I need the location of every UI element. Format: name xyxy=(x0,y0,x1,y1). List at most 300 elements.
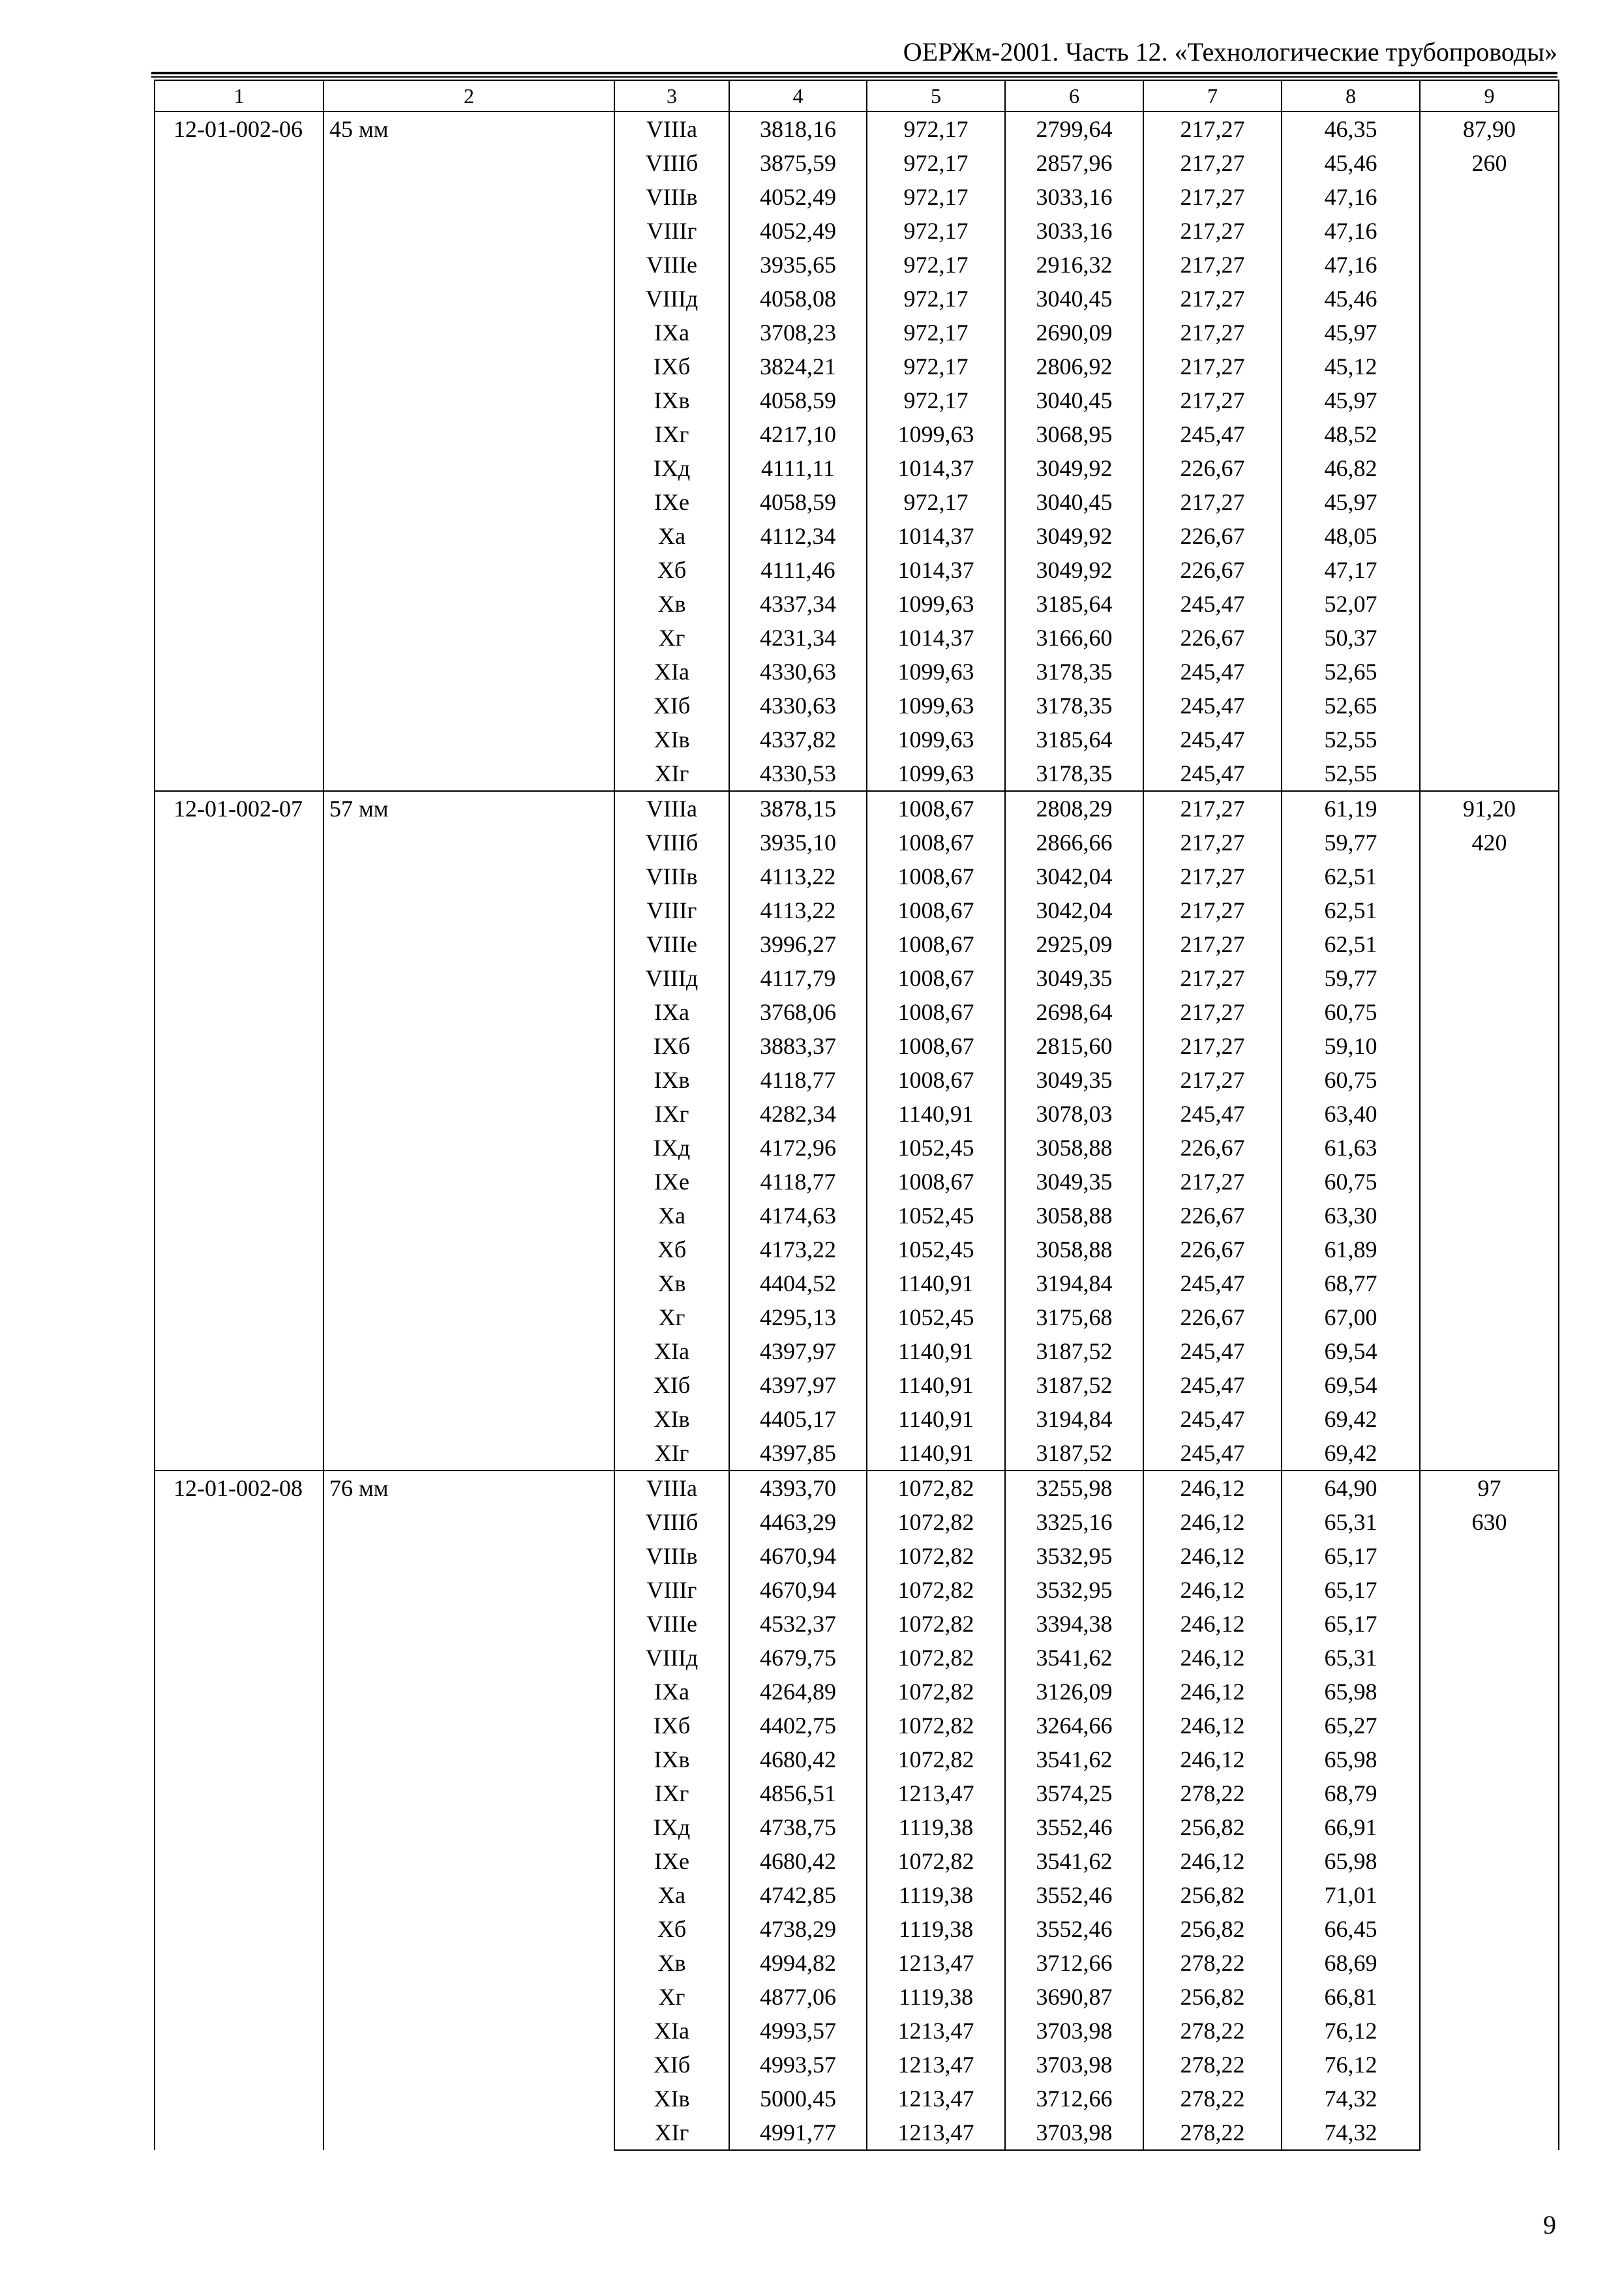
value-cell: 3058,88 xyxy=(1005,1131,1143,1165)
value-cell: 4738,29 xyxy=(729,1912,867,1946)
value-cell: 62,51 xyxy=(1282,893,1420,927)
value-cell: 4330,63 xyxy=(729,655,867,689)
region-cell: Xб xyxy=(614,553,729,587)
value-cell: 1099,63 xyxy=(867,587,1005,621)
value-cell: 65,27 xyxy=(1282,1709,1420,1743)
value-cell: 1140,91 xyxy=(867,1097,1005,1131)
region-cell: VIIIд xyxy=(614,1641,729,1675)
value-cell: 46,35 xyxy=(1282,112,1420,146)
region-cell: XIв xyxy=(614,723,729,756)
value-cell: 4993,57 xyxy=(729,2014,867,2048)
value-cell: 4217,10 xyxy=(729,417,867,451)
rates-table-body xyxy=(155,80,1559,2150)
value-cell: 217,27 xyxy=(1143,1063,1282,1097)
value-cell: 2925,09 xyxy=(1005,927,1143,961)
value-cell: 217,27 xyxy=(1143,961,1282,995)
value-cell: 245,47 xyxy=(1143,1402,1282,1436)
value-cell: 3264,66 xyxy=(1005,1709,1143,1743)
value-cell: 69,54 xyxy=(1282,1368,1420,1402)
page-number: 9 xyxy=(1543,2210,1556,2239)
value-cell: 2806,92 xyxy=(1005,350,1143,383)
column-number-cell: 7 xyxy=(1143,80,1282,112)
value-cell: 60,75 xyxy=(1282,1063,1420,1097)
value-cell: 226,67 xyxy=(1143,621,1282,655)
value-cell: 3166,60 xyxy=(1005,621,1143,655)
column-number-cell: 8 xyxy=(1282,80,1420,112)
region-cell: VIIIе xyxy=(614,927,729,961)
value-cell: 66,81 xyxy=(1282,1980,1420,2014)
value-cell: 68,77 xyxy=(1282,1266,1420,1300)
value-cell: 217,27 xyxy=(1143,350,1282,383)
mass-cell: 260 xyxy=(1420,146,1559,180)
value-cell: 68,69 xyxy=(1282,1946,1420,1980)
value-cell: 972,17 xyxy=(867,146,1005,180)
value-cell: 1099,63 xyxy=(867,655,1005,689)
value-cell: 3541,62 xyxy=(1005,1641,1143,1675)
value-cell: 3883,37 xyxy=(729,1029,867,1063)
value-cell: 1052,45 xyxy=(867,1233,1005,1266)
value-cell: 65,17 xyxy=(1282,1573,1420,1607)
value-cell: 3078,03 xyxy=(1005,1097,1143,1131)
value-cell: 59,77 xyxy=(1282,826,1420,860)
region-cell: XIг xyxy=(614,756,729,791)
value-cell: 3126,09 xyxy=(1005,1675,1143,1709)
value-cell: 256,82 xyxy=(1143,1810,1282,1844)
region-cell: IXг xyxy=(614,417,729,451)
value-cell: 52,55 xyxy=(1282,756,1420,791)
value-cell: 4404,52 xyxy=(729,1266,867,1300)
value-cell: 66,91 xyxy=(1282,1810,1420,1844)
value-cell: 3187,52 xyxy=(1005,1368,1143,1402)
value-cell: 972,17 xyxy=(867,383,1005,417)
value-cell: 245,47 xyxy=(1143,1368,1282,1402)
value-cell: 3552,46 xyxy=(1005,1810,1143,1844)
value-cell: 3541,62 xyxy=(1005,1844,1143,1878)
value-cell: 1014,37 xyxy=(867,553,1005,587)
value-cell: 2690,09 xyxy=(1005,316,1143,350)
value-cell: 4397,97 xyxy=(729,1368,867,1402)
region-cell: Xб xyxy=(614,1912,729,1946)
value-cell: 3878,15 xyxy=(729,791,867,826)
value-cell: 60,75 xyxy=(1282,995,1420,1029)
region-cell: Xа xyxy=(614,1199,729,1233)
table-row xyxy=(155,112,1559,146)
region-cell: VIIIб xyxy=(614,826,729,860)
value-cell: 1072,82 xyxy=(867,1641,1005,1675)
value-cell: 2916,32 xyxy=(1005,248,1143,282)
value-cell: 1072,82 xyxy=(867,1709,1005,1743)
value-cell: 64,90 xyxy=(1282,1471,1420,1505)
value-cell: 3049,35 xyxy=(1005,1165,1143,1199)
value-cell: 5000,45 xyxy=(729,2082,867,2116)
region-cell: Xг xyxy=(614,621,729,655)
value-cell: 4052,49 xyxy=(729,180,867,214)
region-cell: VIIIг xyxy=(614,1573,729,1607)
value-cell: 3049,35 xyxy=(1005,961,1143,995)
value-cell: 245,47 xyxy=(1143,655,1282,689)
value-cell: 245,47 xyxy=(1143,756,1282,791)
value-cell: 1072,82 xyxy=(867,1539,1005,1573)
value-cell: 4670,94 xyxy=(729,1573,867,1607)
value-cell: 217,27 xyxy=(1143,180,1282,214)
value-cell: 1072,82 xyxy=(867,1471,1005,1505)
value-cell: 1008,67 xyxy=(867,995,1005,1029)
value-cell: 3541,62 xyxy=(1005,1743,1143,1776)
value-cell: 245,47 xyxy=(1143,587,1282,621)
value-cell: 4173,22 xyxy=(729,1233,867,1266)
column-number-cell: 3 xyxy=(614,80,729,112)
value-cell: 65,98 xyxy=(1282,1743,1420,1776)
value-cell: 226,67 xyxy=(1143,1233,1282,1266)
table-row xyxy=(155,791,1559,826)
value-cell: 256,82 xyxy=(1143,1912,1282,1946)
value-cell: 3068,95 xyxy=(1005,417,1143,451)
value-cell: 1072,82 xyxy=(867,1675,1005,1709)
value-cell: 3712,66 xyxy=(1005,2082,1143,2116)
value-cell: 217,27 xyxy=(1143,146,1282,180)
region-cell: IXе xyxy=(614,1844,729,1878)
value-cell: 52,65 xyxy=(1282,655,1420,689)
value-cell: 4337,82 xyxy=(729,723,867,756)
value-cell: 246,12 xyxy=(1143,1607,1282,1641)
value-cell: 3175,68 xyxy=(1005,1300,1143,1334)
value-cell: 74,32 xyxy=(1282,2082,1420,2116)
mass-cell: 630 xyxy=(1420,1505,1559,1539)
value-cell: 246,12 xyxy=(1143,1709,1282,1743)
value-cell: 4679,75 xyxy=(729,1641,867,1675)
region-cell: IXб xyxy=(614,1029,729,1063)
value-cell: 4991,77 xyxy=(729,2116,867,2150)
value-cell: 3818,16 xyxy=(729,112,867,146)
value-cell: 4877,06 xyxy=(729,1980,867,2014)
value-cell: 226,67 xyxy=(1143,451,1282,485)
value-cell: 48,05 xyxy=(1282,519,1420,553)
region-cell: VIIIа xyxy=(614,112,729,146)
value-cell: 1008,67 xyxy=(867,860,1005,893)
region-cell: VIIIд xyxy=(614,961,729,995)
value-cell: 1140,91 xyxy=(867,1368,1005,1402)
value-cell: 3703,98 xyxy=(1005,2014,1143,2048)
value-cell: 1119,38 xyxy=(867,1810,1005,1844)
value-cell: 3187,52 xyxy=(1005,1334,1143,1368)
diameter-cell: 57 мм xyxy=(323,791,614,1471)
value-cell: 4742,85 xyxy=(729,1878,867,1912)
value-cell: 217,27 xyxy=(1143,1165,1282,1199)
value-cell: 1213,47 xyxy=(867,2014,1005,2048)
value-cell: 972,17 xyxy=(867,112,1005,146)
value-cell: 3703,98 xyxy=(1005,2048,1143,2082)
value-cell: 226,67 xyxy=(1143,1131,1282,1165)
region-cell: IXа xyxy=(614,316,729,350)
value-cell: 61,63 xyxy=(1282,1131,1420,1165)
region-cell: XIб xyxy=(614,2048,729,2082)
value-cell: 3394,38 xyxy=(1005,1607,1143,1641)
value-cell: 217,27 xyxy=(1143,995,1282,1029)
value-cell: 226,67 xyxy=(1143,553,1282,587)
value-cell: 3194,84 xyxy=(1005,1402,1143,1436)
value-cell: 2815,60 xyxy=(1005,1029,1143,1063)
region-cell: IXв xyxy=(614,1743,729,1776)
region-cell: VIIIе xyxy=(614,248,729,282)
mass-cell: 420 xyxy=(1420,826,1559,860)
value-cell: 217,27 xyxy=(1143,826,1282,860)
value-cell: 1099,63 xyxy=(867,689,1005,723)
value-cell: 2808,29 xyxy=(1005,791,1143,826)
value-cell: 4118,77 xyxy=(729,1165,867,1199)
value-cell: 69,42 xyxy=(1282,1402,1420,1436)
region-cell: IXв xyxy=(614,383,729,417)
value-cell: 256,82 xyxy=(1143,1980,1282,2014)
value-cell: 4532,37 xyxy=(729,1607,867,1641)
value-cell: 3040,45 xyxy=(1005,485,1143,519)
value-cell: 217,27 xyxy=(1143,248,1282,282)
empty-cell xyxy=(1420,860,1559,1471)
value-cell: 972,17 xyxy=(867,214,1005,248)
value-cell: 52,55 xyxy=(1282,723,1420,756)
value-cell: 3049,35 xyxy=(1005,1063,1143,1097)
value-cell: 226,67 xyxy=(1143,1199,1282,1233)
value-cell: 4405,17 xyxy=(729,1402,867,1436)
value-cell: 76,12 xyxy=(1282,2048,1420,2082)
region-cell: Xг xyxy=(614,1300,729,1334)
value-cell: 4174,63 xyxy=(729,1199,867,1233)
value-cell: 63,40 xyxy=(1282,1097,1420,1131)
value-cell: 1099,63 xyxy=(867,756,1005,791)
value-cell: 217,27 xyxy=(1143,791,1282,826)
value-cell: 217,27 xyxy=(1143,282,1282,316)
value-cell: 4058,59 xyxy=(729,485,867,519)
region-cell: IXд xyxy=(614,1131,729,1165)
value-cell: 66,45 xyxy=(1282,1912,1420,1946)
rate-code-cell: 12-01-002-07 xyxy=(155,791,323,1471)
value-cell: 4330,53 xyxy=(729,756,867,791)
value-cell: 47,16 xyxy=(1282,214,1420,248)
value-cell: 1140,91 xyxy=(867,1334,1005,1368)
value-cell: 4118,77 xyxy=(729,1063,867,1097)
value-cell: 1213,47 xyxy=(867,2116,1005,2150)
value-cell: 4058,59 xyxy=(729,383,867,417)
value-cell: 45,97 xyxy=(1282,485,1420,519)
value-cell: 1014,37 xyxy=(867,621,1005,655)
value-cell: 3325,16 xyxy=(1005,1505,1143,1539)
value-cell: 3040,45 xyxy=(1005,282,1143,316)
column-number-cell: 9 xyxy=(1420,80,1559,112)
value-cell: 3712,66 xyxy=(1005,1946,1143,1980)
value-cell: 60,75 xyxy=(1282,1165,1420,1199)
value-cell: 45,46 xyxy=(1282,146,1420,180)
value-cell: 2866,66 xyxy=(1005,826,1143,860)
value-cell: 50,37 xyxy=(1282,621,1420,655)
value-cell: 3532,95 xyxy=(1005,1539,1143,1573)
value-cell: 3935,65 xyxy=(729,248,867,282)
value-cell: 3058,88 xyxy=(1005,1199,1143,1233)
value-cell: 59,77 xyxy=(1282,961,1420,995)
value-cell: 63,30 xyxy=(1282,1199,1420,1233)
value-cell: 1213,47 xyxy=(867,2082,1005,2116)
value-cell: 45,12 xyxy=(1282,350,1420,383)
value-cell: 67,00 xyxy=(1282,1300,1420,1334)
value-cell: 217,27 xyxy=(1143,1029,1282,1063)
value-cell: 69,42 xyxy=(1282,1436,1420,1471)
value-cell: 972,17 xyxy=(867,485,1005,519)
value-cell: 45,97 xyxy=(1282,316,1420,350)
value-cell: 1052,45 xyxy=(867,1131,1005,1165)
value-cell: 1014,37 xyxy=(867,451,1005,485)
value-cell: 47,16 xyxy=(1282,180,1420,214)
value-cell: 61,19 xyxy=(1282,791,1420,826)
value-cell: 1008,67 xyxy=(867,1063,1005,1097)
region-cell: VIIIа xyxy=(614,1471,729,1505)
region-cell: IXа xyxy=(614,1675,729,1709)
value-cell: 69,54 xyxy=(1282,1334,1420,1368)
value-cell: 3690,87 xyxy=(1005,1980,1143,2014)
value-cell: 1008,67 xyxy=(867,826,1005,860)
value-cell: 1119,38 xyxy=(867,1878,1005,1912)
region-cell: XIб xyxy=(614,689,729,723)
value-cell: 65,17 xyxy=(1282,1607,1420,1641)
value-cell: 4670,94 xyxy=(729,1539,867,1573)
value-cell: 3033,16 xyxy=(1005,180,1143,214)
value-cell: 278,22 xyxy=(1143,1946,1282,1980)
labor-cost-cell: 91,20 xyxy=(1420,791,1559,826)
value-cell: 278,22 xyxy=(1143,2048,1282,2082)
value-cell: 4994,82 xyxy=(729,1946,867,1980)
column-number-cell: 1 xyxy=(155,80,323,112)
region-cell: IXд xyxy=(614,1810,729,1844)
value-cell: 3185,64 xyxy=(1005,587,1143,621)
region-cell: IXа xyxy=(614,995,729,1029)
value-cell: 1140,91 xyxy=(867,1436,1005,1471)
value-cell: 1008,67 xyxy=(867,961,1005,995)
value-cell: 47,17 xyxy=(1282,553,1420,587)
value-cell: 3178,35 xyxy=(1005,689,1143,723)
value-cell: 47,16 xyxy=(1282,248,1420,282)
value-cell: 45,46 xyxy=(1282,282,1420,316)
value-cell: 1119,38 xyxy=(867,1912,1005,1946)
region-cell: XIа xyxy=(614,655,729,689)
diameter-cell: 45 мм xyxy=(323,112,614,791)
value-cell: 245,47 xyxy=(1143,417,1282,451)
value-cell: 65,31 xyxy=(1282,1641,1420,1675)
value-cell: 1140,91 xyxy=(867,1402,1005,1436)
region-cell: XIв xyxy=(614,1402,729,1436)
value-cell: 3703,98 xyxy=(1005,2116,1143,2150)
value-cell: 62,51 xyxy=(1282,927,1420,961)
value-cell: 4111,11 xyxy=(729,451,867,485)
column-number-cell: 5 xyxy=(867,80,1005,112)
value-cell: 1213,47 xyxy=(867,2048,1005,2082)
value-cell: 3040,45 xyxy=(1005,383,1143,417)
value-cell: 3049,92 xyxy=(1005,451,1143,485)
value-cell: 4264,89 xyxy=(729,1675,867,1709)
value-cell: 217,27 xyxy=(1143,112,1282,146)
value-cell: 4680,42 xyxy=(729,1844,867,1878)
value-cell: 217,27 xyxy=(1143,893,1282,927)
value-cell: 3194,84 xyxy=(1005,1266,1143,1300)
region-cell: Xг xyxy=(614,1980,729,2014)
value-cell: 1072,82 xyxy=(867,1505,1005,1539)
value-cell: 2698,64 xyxy=(1005,995,1143,1029)
value-cell: 4112,34 xyxy=(729,519,867,553)
value-cell: 3768,06 xyxy=(729,995,867,1029)
value-cell: 4172,96 xyxy=(729,1131,867,1165)
value-cell: 1072,82 xyxy=(867,1607,1005,1641)
value-cell: 278,22 xyxy=(1143,2014,1282,2048)
value-cell: 1072,82 xyxy=(867,1573,1005,1607)
column-number-cell: 4 xyxy=(729,80,867,112)
header-rule-thick xyxy=(151,72,1557,74)
value-cell: 3185,64 xyxy=(1005,723,1143,756)
empty-cell xyxy=(1420,1539,1559,2150)
rates-table xyxy=(154,80,1559,2151)
region-cell: XIг xyxy=(614,1436,729,1471)
column-number-row xyxy=(155,80,1559,112)
value-cell: 217,27 xyxy=(1143,383,1282,417)
value-cell: 217,27 xyxy=(1143,485,1282,519)
value-cell: 246,12 xyxy=(1143,1641,1282,1675)
value-cell: 4330,63 xyxy=(729,689,867,723)
region-cell: IXд xyxy=(614,451,729,485)
document-header-title: ОЕРЖм-2001. Часть 12. «Технологические трубопроводы» xyxy=(903,37,1557,67)
value-cell: 278,22 xyxy=(1143,2116,1282,2150)
value-cell: 52,07 xyxy=(1282,587,1420,621)
region-cell: IXе xyxy=(614,1165,729,1199)
value-cell: 4402,75 xyxy=(729,1709,867,1743)
value-cell: 4113,22 xyxy=(729,860,867,893)
value-cell: 217,27 xyxy=(1143,927,1282,961)
value-cell: 3049,92 xyxy=(1005,553,1143,587)
value-cell: 1213,47 xyxy=(867,1776,1005,1810)
region-cell: VIIIб xyxy=(614,146,729,180)
value-cell: 65,17 xyxy=(1282,1539,1420,1573)
region-cell: VIIIг xyxy=(614,214,729,248)
region-cell: XIв xyxy=(614,2082,729,2116)
value-cell: 4397,97 xyxy=(729,1334,867,1368)
value-cell: 4463,29 xyxy=(729,1505,867,1539)
region-cell: VIIIв xyxy=(614,180,729,214)
value-cell: 4113,22 xyxy=(729,893,867,927)
value-cell: 3042,04 xyxy=(1005,860,1143,893)
region-cell: IXб xyxy=(614,350,729,383)
value-cell: 4856,51 xyxy=(729,1776,867,1810)
value-cell: 4231,34 xyxy=(729,621,867,655)
region-cell: IXг xyxy=(614,1776,729,1810)
region-cell: Xв xyxy=(614,587,729,621)
value-cell: 65,98 xyxy=(1282,1675,1420,1709)
value-cell: 4282,34 xyxy=(729,1097,867,1131)
value-cell: 4052,49 xyxy=(729,214,867,248)
region-cell: VIIIб xyxy=(614,1505,729,1539)
value-cell: 3178,35 xyxy=(1005,756,1143,791)
value-cell: 1008,67 xyxy=(867,927,1005,961)
value-cell: 4111,46 xyxy=(729,553,867,587)
value-cell: 226,67 xyxy=(1143,1300,1282,1334)
region-cell: XIг xyxy=(614,2116,729,2150)
value-cell: 972,17 xyxy=(867,316,1005,350)
region-cell: Xа xyxy=(614,519,729,553)
value-cell: 1072,82 xyxy=(867,1844,1005,1878)
value-cell: 245,47 xyxy=(1143,1436,1282,1471)
value-cell: 3049,92 xyxy=(1005,519,1143,553)
value-cell: 246,12 xyxy=(1143,1573,1282,1607)
value-cell: 1008,67 xyxy=(867,791,1005,826)
value-cell: 245,47 xyxy=(1143,689,1282,723)
value-cell: 3996,27 xyxy=(729,927,867,961)
value-cell: 65,31 xyxy=(1282,1505,1420,1539)
value-cell: 3824,21 xyxy=(729,350,867,383)
value-cell: 245,47 xyxy=(1143,723,1282,756)
value-cell: 3532,95 xyxy=(1005,1573,1143,1607)
